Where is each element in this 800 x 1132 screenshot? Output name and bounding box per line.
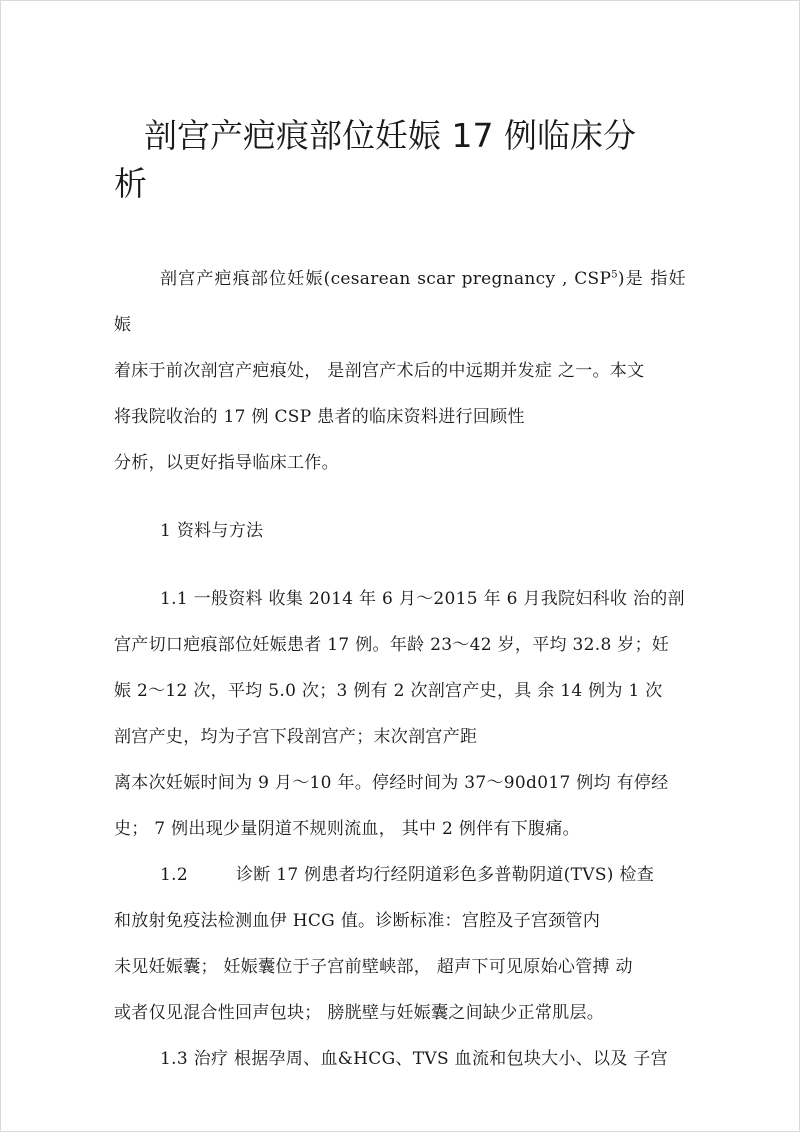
s11-line-3: 娠 2～12 次，平均 5.0 次；3 例有 2 次剖宫产史，具 余 14 例为 1 次 xyxy=(114,681,663,701)
section-1-heading: 1 资料与方法 xyxy=(160,521,264,541)
s11-line-4: 剖宫产史，均为子宫下段剖宫产；末次剖宫产距 xyxy=(114,727,478,747)
s12-line-2: 和放射免疫法检测血伊 HCG 值。诊断标准：宫腔及子宫颈管内 xyxy=(114,911,601,931)
s12-number: 1.2 xyxy=(160,865,188,885)
abstract-line-4: 分析，以更好指导临床工作。 xyxy=(114,453,339,473)
s11-line-1: 1.1 一般资料 收集 2014 年 6 月～2015 年 6 月我院妇科收 治的剖 xyxy=(160,589,685,609)
section-1-2-paragraph xyxy=(114,852,686,1036)
abstract-paragraph xyxy=(114,256,686,486)
s13-line-1: 1.3 治疗 根据孕周、血&HCG、TVS 血流和包块大小、以及 子宫 xyxy=(160,1049,668,1069)
title-line-1: 剖宫产疤痕部位妊娠 17 例临床分 xyxy=(144,116,636,155)
document-title xyxy=(114,112,686,208)
s12-line-3: 未见妊娠囊； 妊娠囊位于子宫前壁峡部， 超声下可见原始心管搏 动 xyxy=(114,957,633,977)
abstract-line-1: 剖宫产疤痕部位妊娠(cesarean scar pregnancy , CSP$^5$)是 指妊娠 xyxy=(114,269,686,335)
s12-line-1: 1.2 诊断 17 例患者均行经阴道彩色多普勒阴道(TVS) 检查 xyxy=(160,865,655,885)
section-1-1-paragraph xyxy=(114,576,686,852)
s11-line-6: 史； 7 例出现少量阴道不规则流血， 其中 2 例伴有下腹痛。 xyxy=(114,819,580,839)
s11-line-5: 离本次妊娠时间为 9 月～10 年。停经时间为 37～90d017 例均 有停经 xyxy=(114,773,669,793)
abstract-line-2: 着床于前次剖宫产疤痕处， 是剖宫产术后的中远期并发症 之一。本文 xyxy=(114,361,645,381)
abstract-line-3: 将我院收治的 17 例 CSP 患者的临床资料进行回顾性 xyxy=(114,407,525,427)
section-1-3-paragraph xyxy=(114,1036,686,1082)
title-line-2: 析 xyxy=(114,164,147,203)
document-body xyxy=(114,112,686,1082)
s11-line-2: 宫产切口疤痕部位妊娠患者 17 例。年龄 23～42 岁，平均 32.8 岁；妊 xyxy=(114,635,670,655)
s12-line-4: 或者仅见混合性回声包块； 膀胱壁与妊娠囊之间缺少正常肌层。 xyxy=(114,1003,605,1023)
